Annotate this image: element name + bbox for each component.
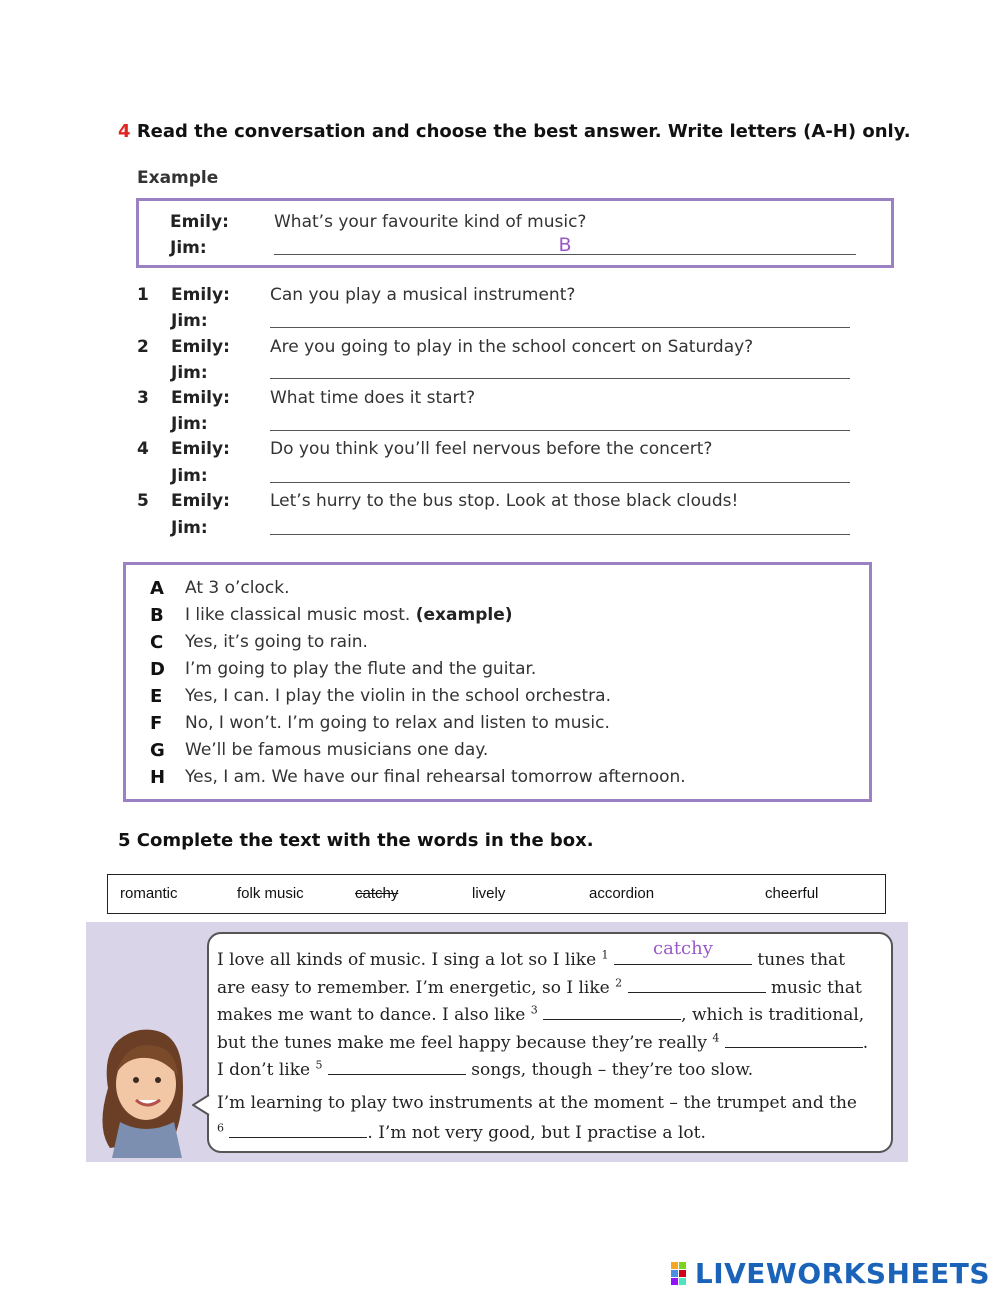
question-speaker2: Jim: (171, 311, 208, 331)
answer-blank-1[interactable] (270, 327, 850, 328)
blank-number: 3 (530, 1003, 538, 1017)
example-speaker2: Jim: (170, 238, 207, 258)
gap-1-answer: catchy (653, 938, 713, 959)
example-question: What’s your favourite kind of music? (274, 212, 587, 232)
question-number: 3 (137, 388, 149, 408)
girl-illustration (90, 1018, 200, 1158)
question-text: Can you play a musical instrument? (270, 285, 576, 305)
answer-blank-4[interactable] (270, 482, 850, 483)
answer-blank-2[interactable] (270, 378, 850, 379)
blank-number: 1 (601, 948, 609, 962)
word-catchy-used: catchy (355, 885, 399, 902)
text-line-2 (217, 976, 862, 998)
question-speaker1: Emily: (171, 388, 230, 408)
option-b-text: I like classical music most. (185, 605, 411, 625)
question-speaker2: Jim: (171, 414, 208, 434)
question-speaker2: Jim: (171, 363, 208, 383)
example-label: Example (137, 168, 219, 188)
question-text: What time does it start? (270, 388, 476, 408)
blank-number: 4 (712, 1031, 720, 1045)
blank-number: 2 (615, 976, 623, 990)
word-romantic: romantic (120, 885, 178, 902)
answer-options-box (123, 562, 872, 802)
text-line-4 (217, 1031, 868, 1053)
question-speaker2: Jim: (171, 466, 208, 486)
exercise4-instruction: Read the conversation and choose the best answer. Write letters (A-H) only. (136, 121, 911, 142)
option-letter: F (150, 713, 163, 734)
option-letter: H (150, 767, 166, 788)
blank-number: 5 (315, 1058, 323, 1072)
question-number: 2 (137, 337, 149, 357)
question-number: 5 (137, 491, 149, 511)
text-line-6: I’m learning to play two instruments at the moment – the trumpet and the (217, 1093, 857, 1113)
logo-grid-icon (671, 1262, 695, 1286)
option-text: Yes, I am. We have our final rehearsal tomorrow afternoon. (185, 767, 686, 787)
option-letter: A (150, 578, 164, 599)
text-fragment: are easy to remember. I’m energetic, so I like (217, 978, 610, 998)
question-number: 4 (137, 439, 149, 459)
blank-number: 6 (217, 1121, 224, 1135)
text-line-3 (217, 1003, 864, 1025)
text-fragment: songs, though – they’re too slow. (471, 1060, 754, 1080)
text-line-1 (217, 938, 846, 970)
option-b-example-note: (example) (415, 605, 513, 625)
word-folk-music: folk music (237, 885, 304, 902)
logo-text: LIVEWORKSHEETS (694, 1257, 990, 1290)
option-text: I’m going to play the flute and the guitar. (185, 659, 537, 679)
option-text: Yes, I can. I play the violin in the school orchestra. (185, 686, 611, 706)
word-accordion: accordion (589, 885, 655, 902)
gap-4-input[interactable] (725, 1031, 863, 1048)
question-number: 1 (137, 285, 149, 305)
text-fragment: I love all kinds of music. I sing a lot so I like (217, 950, 597, 970)
option-text: Yes, it’s going to rain. (185, 632, 368, 652)
word-cheerful: cheerful (765, 885, 819, 902)
text-fragment: . (862, 1033, 869, 1053)
answer-blank-5[interactable] (270, 534, 850, 535)
gap-1-input[interactable] (614, 938, 752, 965)
question-speaker2: Jim: (171, 518, 208, 538)
text-line-5 (217, 1058, 753, 1080)
gap-2-input[interactable] (628, 976, 766, 993)
option-text: No, I won’t. I’m going to relax and listen to music. (185, 713, 610, 733)
option-letter: B (150, 605, 164, 626)
question-text: Do you think you’ll feel nervous before the concert? (270, 439, 713, 459)
text-fragment: . I’m not very good, but I practise a lot. (367, 1123, 706, 1143)
exercise4-number: 4 (118, 121, 131, 142)
gap-5-input[interactable] (328, 1058, 466, 1075)
option-letter: C (150, 632, 164, 653)
text-fragment: makes me want to dance. I also like (217, 1005, 526, 1025)
example-box (136, 198, 894, 268)
word-lively: lively (472, 885, 506, 902)
liveworksheets-logo (671, 1257, 990, 1290)
example-speaker1: Emily: (170, 212, 229, 232)
example-answer: B (558, 234, 572, 256)
option-text (185, 605, 513, 625)
question-speaker1: Emily: (171, 439, 230, 459)
question-speaker1: Emily: (171, 491, 230, 511)
question-speaker1: Emily: (171, 337, 230, 357)
option-text: At 3 o’clock. (185, 578, 290, 598)
question-text: Are you going to play in the school concert on Saturday? (270, 337, 754, 357)
question-speaker1: Emily: (171, 285, 230, 305)
word-box (107, 874, 886, 914)
text-fragment: but the tunes make me feel happy because they’re really (217, 1033, 707, 1053)
gap-6-input[interactable] (229, 1121, 367, 1138)
exercise5-heading: 5 Complete the text with the words in the box. (118, 830, 594, 851)
option-letter: D (150, 659, 165, 680)
question-text: Let’s hurry to the bus stop. Look at those black clouds! (270, 491, 739, 511)
text-fragment: I don’t like (217, 1060, 311, 1080)
option-letter: G (150, 740, 165, 761)
answer-blank-3[interactable] (270, 430, 850, 431)
option-letter: E (150, 686, 163, 707)
option-text: We’ll be famous musicians one day. (185, 740, 489, 760)
exercise4-heading (118, 121, 911, 142)
gap-3-input[interactable] (543, 1003, 681, 1020)
text-line-7 (217, 1121, 706, 1143)
text-fragment: tunes that (757, 950, 846, 970)
text-fragment: music that (770, 978, 862, 998)
text-fragment: , which is traditional, (681, 1005, 865, 1025)
speech-bubble-tail (192, 1094, 210, 1116)
